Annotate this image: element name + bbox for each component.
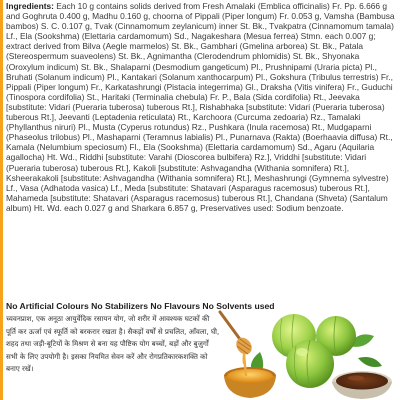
accent-stripe [0,0,3,400]
ingredients-heading: Ingredients: [6,1,54,11]
hindi-description: च्यवनप्राश, एक अनूठा आयुर्वेदिक रसायन योग, जो शरीर में आवश्यक घटकों की पूर्ति कर ऊर्जा एवं स्फूर्ति को बरकरार रखता है। सैकड़ों वर्षों से प्रचलित, आँवला, घी, शहद तथा जड़ी-बूटियों के मिश्रण से बना यह पौष्टिक योग बच्चों, बड़ों और बुज़ुर्गों सभी के लिए उपयोगी है। इसका नियमित सेवन करें और रोगप्रतिकारकशक्ति को बनाए रखें। [6,314,220,374]
chyawanprash-bowl [332,371,392,399]
honey-bowl [224,354,276,398]
green-amla-fruit [286,340,334,388]
leaf-icon [358,357,382,367]
product-illustration [198,306,394,400]
ingredients-text: Each 10 g contains solids derived from Fresh Amalaki (Emblica officinalis) Fr. Pp. 6.666 g and Goghruta 0.400 g, Madhu 0.160 g, choorna of Pippali (Piper longum) Fr. 0.053 g, Vamsha (Bambusa bambos) S. C. 0.107 g, Tvak (Cinnamomum zeylanicum) inner St. Bk., Tvakpatra (Cinnamomum tamala) Lf., Ela (Sookshma) (Elettaria cardamomum) Sd., Nagakeshara (Mesua ferrea) Stmn. each 0.007 g; extract derived from Bilva (Aegle marmelos) St. Bk., Gambhari (Gmelina arborea) St. Bk., Patala (Stereospermum suaveolens) St. Bk., Agnimantha (Clerodendrum phlomidis) St. Bk., Shyonaka (Oroxylum indicum) St. Bk., Shalaparni (Desmodium gangeticum) Pl., Prushnipami (Uraria picta) Pl., Bruhati (Solanum indicum) Pl., Kantakari (Solanum xanthocarpum) Pl., Gokshura (Tribulus terrestris) Fr., Pippali (Piper longum) Fr., Karkatashrungi (Pistacia integerrima) Gl., Draksha (Vitis vinifera) Fr., Guduchi (Tinospora cordifolia) St., Haritaki (Terminalia chebula) Fr. P., Bala (Sida cordifolia) Rt., Jeevaka [substitute: Vidari (Pueraria tuberosa) tuberous Rt.], Rishabhaka [substitute: Vidari (Pueraria tuberosa) tuberous Rt.], Jeevanti (Leptadenia reticulata) Rt., Karchoora (Curcuma zedoaria) Rz., Tamalaki (Phyllanthus niruri) Pl., Musta (Cyperus rotundus) Rz., Pushkara (Inula racemosa) Rt., Mudgaparni (Phaseolus trilobus) Pl., Mashaparni (Teramnus labialis) Pl., Punarnava (Rakta) (Boerhaavia diffusa) Rt., Kamala (Nelumbium speciosum) Fl., Ela (Sookshma) (Elettaria cardamomum) Sd., Agaru (Aquilaria agallocha) Ht. Wd., Riddhi [substitute: Varahi (Dioscorea bulbifera) Rz.], Vriddhi [substitute: Vidari (Pueraria tuberosa) tuberous Rt.], Kakoli [substitute: Ashvagandha (Withania somnifera) Rt.], Ksheerakakoli [substitute: Ashvagandha (Withania somnifera) Rt.], Meshashrungi (Gymnema sylvestre) Lf., Vasa (Adhatoda vasica) Lf., Meda [substitute: Shatavari (Asparagus racemosus) tuberous Rt.], Mahameda [substitute: Shatavari (Asparagus racemosus) tuberous Rt.], Chandana (Shveta) (Santalum album) Ht. Wd. each 0.027 g and Sharkara 6.857 g, Preservatives used: Sodium benzoate. [6,1,395,213]
honey-dipper [220,312,255,364]
ingredients-paragraph [6,1,396,213]
no-additives-claim: No Artificial Colours No Stabilizers No Flavours No Solvents used [6,301,275,311]
